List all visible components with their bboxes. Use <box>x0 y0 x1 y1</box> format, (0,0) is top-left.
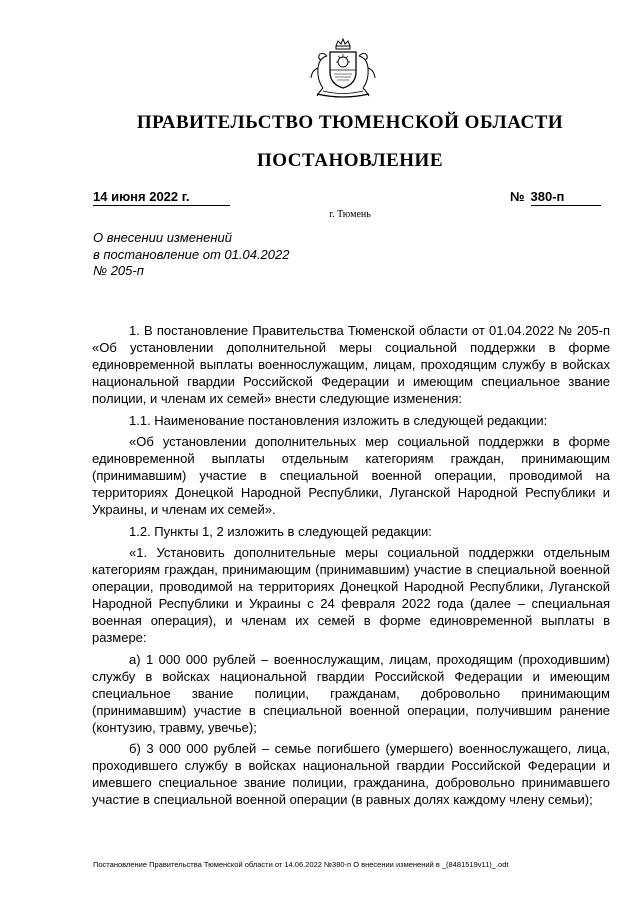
subject-line: О внесении изменений <box>93 230 232 245</box>
body-paragraph: 1.2. Пункты 1, 2 изложить в следующей редакции: <box>129 523 432 539</box>
body-paragraph: 1.1. Наименование постановления изложить в следующей редакции: <box>129 412 548 428</box>
subject-line: в постановление от 01.04.2022 <box>93 246 290 262</box>
body-paragraph: «1. Установить дополнительные меры социальной поддержки отдельным категориям граждан, принимающим (принимавшим) участие в специальной военной операции, проводимой на территориях Донецкой Народной Республики, Луганской Народной Республики и Украины с 24 февраля 2022 года (далее – специальная военная операция), и членам их семей в форме единовременной выплаты в размере: <box>92 545 610 645</box>
body-paragraph: 1. В постановление Правительства Тюменской области от 01.04.2022 № 205-п «Об установлении дополнительной меры социальной поддержки в форме единовременной выплаты военнослужащим, лицам, проходящим службу в войсках национальной гвардии Российской Федерации и имеющим специальное звание полиции, и членам их семей» внести следующие изменения: <box>92 323 610 406</box>
document-number: 380-п <box>531 189 601 206</box>
page-footer: Постановление Правительства Тюменской области от 14.06.2022 №380-п О внесении изменений в _(8481519v11)_.odt <box>93 860 509 869</box>
city-label: г. Тюмень <box>329 209 371 220</box>
document-number-block <box>510 189 606 206</box>
government-title: ПРАВИТЕЛЬСТВО ТЮМЕНСКОЙ ОБЛАСТИ <box>136 112 564 133</box>
tyumen-coat-of-arms-icon <box>303 38 383 100</box>
document-date: 14 июня 2022 г. <box>93 189 230 206</box>
document-subject <box>93 230 353 280</box>
document-body <box>92 322 610 813</box>
body-paragraph: а) 1 000 000 рублей – военнослужащим, лицам, проходящим (проходившим) службу в войсках национальной гвардии Российской Федерации и имеющим специальное звание полиции, гражданам, добровольно принимающим (принимавшим) участие в специальной военной операции, получившим ранение (контузию, травму, увечье); <box>92 651 610 735</box>
number-label: № <box>510 189 525 204</box>
document-type-title: ПОСТАНОВЛЕНИЕ <box>256 150 444 171</box>
body-paragraph: «Об установлении дополнительных мер социальной поддержки в форме единовременной выплаты отдельным категориям граждан, принимающим (принимавшим) участие в специальной военной операции, проводимой на территориях Донецкой Народной Республики, Луганской Народной Республики и Украины, и членам их семей». <box>92 434 610 517</box>
subject-line: № 205-п <box>93 263 144 278</box>
body-paragraph: б) 3 000 000 рублей – семье погибшего (умершего) военнослужащего, лица, проходившего службу в войсках национальной гвардии Российской Федерации и имевшего специальное звание полиции, гражданина, добровольно принимавшего участие в специальной военной операции (в равных долях каждому члену семьи); <box>92 741 610 807</box>
